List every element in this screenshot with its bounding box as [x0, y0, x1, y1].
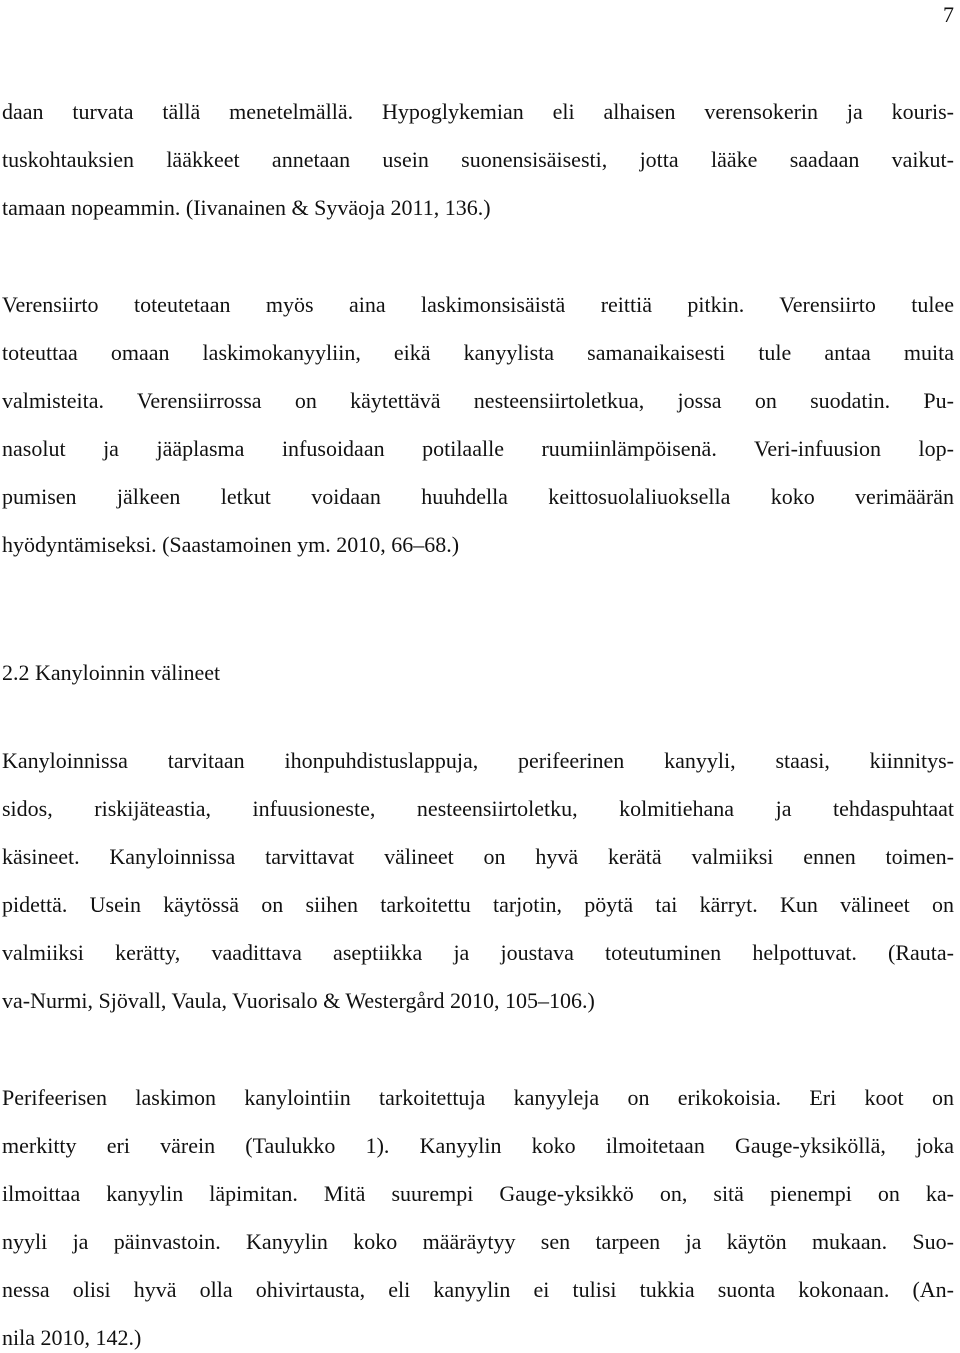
text-line: sidos, riskijäteastia, infuusioneste, nesteensiirtoletku, kolmitiehana ja tehdaspuhtaat [2, 796, 954, 821]
text-line: hyödyntämiseksi. (Saastamoinen ym. 2010, 66–68.) [2, 532, 460, 557]
text-line: ilmoittaa kanyylin läpimitan. Mitä suurempi Gauge-yksikkö on, sitä pienempi on ka- [2, 1181, 954, 1206]
section-heading: 2.2 Kanyloinnin välineet [2, 660, 221, 685]
text-line: Kanyloinnissa tarvitaan ihonpuhdistuslappuja, perifeerinen kanyyli, staasi, kiinnitys- [2, 748, 954, 773]
text-line: va-Nurmi, Sjövall, Vaula, Vuorisalo & Westergård 2010, 105–106.) [2, 988, 595, 1013]
text-line: pumisen jälkeen letkut voidaan huuhdella keittosuolaliuoksella koko verimäärän [2, 484, 954, 509]
text-line: daan turvata tällä menetelmällä. Hypoglykemian eli alhaisen verensokerin ja kouris- [2, 99, 954, 124]
text-line: nessa olisi hyvä olla ohivirtausta, eli kanyylin ei tulisi tukkia suonta kokonaan. (An- [2, 1277, 954, 1302]
text-line: merkitty eri värein (Taulukko 1). Kanyylin koko ilmoitetaan Gauge-yksiköllä, joka [2, 1133, 954, 1158]
text-line: valmiiksi kerätty, vaadittava aseptiikka ja joustava toteutuminen helpottuvat. (Rauta- [2, 940, 954, 965]
text-line: nasolut ja jääplasma infusoidaan potilaalle ruumiinlämpöisenä. Veri-infuusion lop- [2, 436, 954, 461]
text-line: tamaan nopeammin. (Iivanainen & Syväoja 2011, 136.) [2, 195, 491, 220]
text-line: nyyli ja päinvastoin. Kanyylin koko määräytyy sen tarpeen ja käytön mukaan. Suo- [2, 1229, 954, 1254]
text-line: toteuttaa omaan laskimokanyyliin, eikä kanyylista samanaikaisesti tule antaa muita [2, 340, 954, 365]
text-line: Perifeerisen laskimon kanylointiin tarkoitettuja kanyyleja on erikokoisia. Eri koot on [2, 1085, 954, 1110]
page-number: 7 [943, 2, 954, 27]
text-line: nila 2010, 142.) [2, 1325, 142, 1350]
text-line: tuskohtauksien lääkkeet annetaan usein suonensisäisesti, jotta lääke saadaan vaikut- [2, 147, 954, 172]
text-line: käsineet. Kanyloinnissa tarvittavat välineet on hyvä kerätä valmiiksi ennen toimen- [2, 844, 954, 869]
text-line: Verensiirto toteutetaan myös aina laskimonsisäistä reittiä pitkin. Verensiirto tulee [2, 292, 954, 317]
text-line: valmisteita. Verensiirrossa on käytettävä nesteensiirtoletkua, jossa on suodatin. Pu- [2, 388, 954, 413]
text-line: pidettä. Usein käytössä on siihen tarkoitettu tarjotin, pöytä tai kärryt. Kun välineet on [2, 892, 954, 917]
